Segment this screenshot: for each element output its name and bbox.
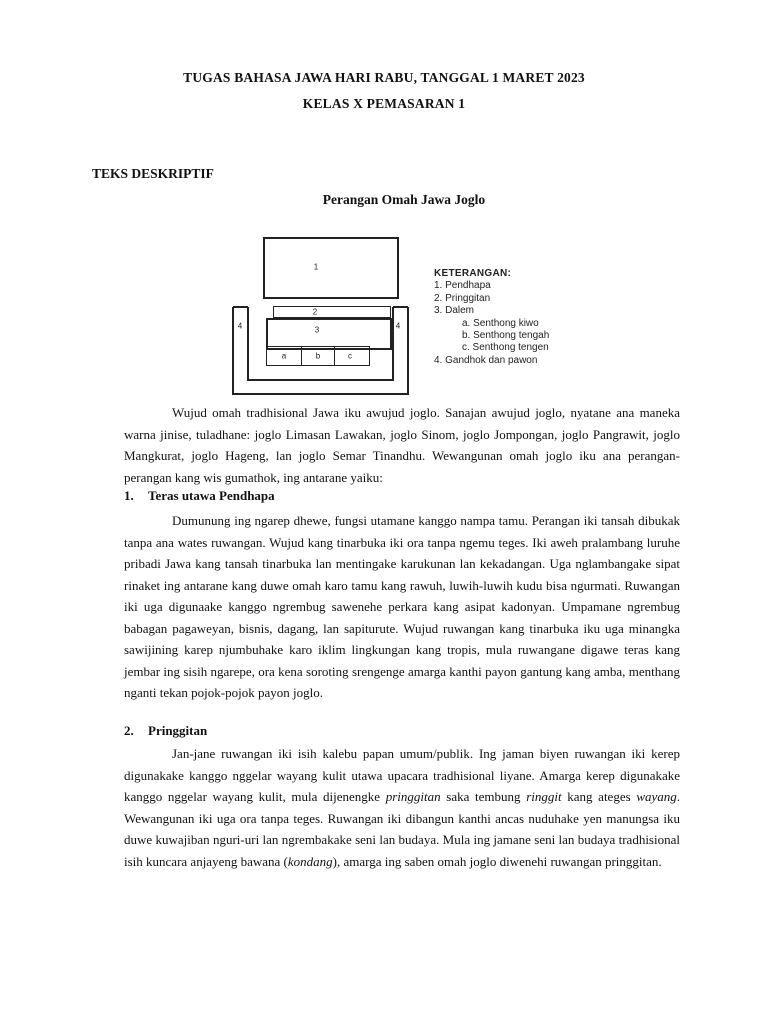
section-title: Teras utawa Pendhapa	[148, 488, 275, 503]
room-2-label: 2	[312, 307, 318, 317]
section-1-paragraph	[124, 510, 680, 704]
legend-item: 2. Pringgitan	[434, 292, 491, 304]
diagram-legend	[434, 268, 549, 367]
legend-item: b. Senthong tengah	[462, 330, 550, 342]
essay-title: Perangan Omah Jawa Joglo	[322, 192, 486, 207]
intro-paragraph	[124, 402, 680, 488]
text-run: kang ateges	[561, 789, 637, 804]
text-run: saka tembung	[440, 789, 527, 804]
document-title: TUGAS BAHASA JAWA HARI RABU, TANGGAL 1 MARET 2023	[183, 70, 585, 85]
section-title: Pringgitan	[148, 723, 208, 738]
section-2-heading	[124, 723, 207, 739]
room-a-label: a	[281, 351, 287, 361]
italic-term: pringgitan	[385, 789, 441, 804]
legend-heading: KETERANGAN:	[434, 268, 512, 279]
side-left-label: 4	[237, 321, 243, 331]
section-2-paragraph	[124, 743, 680, 872]
italic-term: kondang	[287, 853, 333, 869]
side-right-label: 4	[395, 321, 401, 331]
legend-item: 4. Gandhok dan pawon	[434, 354, 538, 366]
legend-item: 1. Pendhapa	[434, 280, 491, 292]
text-run: ), amarga ing saben omah joglo diwenehi ruwangan pringgitan.	[332, 853, 662, 869]
section-number: 1.	[124, 488, 134, 503]
room-1-label: 1	[313, 262, 319, 272]
class-title: KELAS X PEMASARAN 1	[302, 96, 466, 111]
room-b-label: b	[315, 351, 321, 361]
section-1-text: Dumunung ing ngarep dhewe, fungsi utamane kanggo nampa tamu. Perangan iki tansah dibukak tanpa ana wates ruwangan. Wujud kang tinarbuka iki ora tanpa ngemu teges. Iki aweh pralambang luruhe pribadi Jawa kang tansah tinarbuka lan mentingake karukunan lan kekadangan. Uga nglambangake sipat rinaket ing antarane kang duwe omah karo tamu kang rawuh, luwih-luwih kudu bisa ngurmati. Ruwangan iki uga digunaake kanggo ngrembug sawenehe perkara kang asipat kadonyan. Umpamane ngrembug babagan pagaweyan, bisnis, dagang, lan sapiturute. Wujud ruwangan kang tinarbuka iku uga minangka sawijining karep njumbuhake karo iklim lingkungan kang tropis, mula ruwangane digawe teras kang jembar ing sisih ngarepe, ora kena soroting srengenge amarga kanthi payon gantung kang amba, menthang nganti tekan pojok-pojok payon joglo.	[124, 513, 680, 700]
intro-text: Wujud omah tradhisional Jawa iku awujud joglo. Sanajan awujud joglo, nyatane ana maneka warna jinise, tuladhane: joglo Limasan Lawakan, joglo Sinom, joglo Jompongan, joglo Pangrawit, joglo Mangkurat, joglo Hageng, lan joglo Semar Tinandhu. Wewangunan omah joglo iku ana perangan-perangan kang wis gumathok, ing antarane yaiku:	[124, 405, 680, 485]
legend-item: 3. Dalem	[434, 305, 475, 317]
section-heading: TEKS DESKRIPTIF	[92, 166, 214, 181]
room-c-label: c	[348, 351, 352, 361]
italic-term: ringgit	[526, 789, 562, 804]
italic-term: wayang	[636, 789, 677, 804]
gandhok-pawon-outline	[228, 302, 418, 402]
legend-item: a. Senthong kiwo	[462, 317, 539, 329]
legend-item: c. Senthong tengen	[462, 342, 549, 354]
text-run: . Wewangunan iki uga ora tanpa teges. Ruwangan iki dibangun kanthi ancas nuduhake yen manungsa iku duwe kuwajiban nguri-uri lan ngrembakake seni lan budaya. Mula ing jamane seni lan budaya tradhisional isih kuncara anjayeng bawana (	[124, 789, 681, 869]
room-3-label: 3	[314, 325, 320, 335]
section-2-text	[124, 743, 680, 872]
room-1-pendhapa	[263, 237, 399, 299]
text-run: Jan-jane ruwangan iki isih kalebu papan umum/publik. Ing jaman biyen ruwangan iki kerep digunakake kanggo nggelar wayang kulit utawa upacara tradhisional liyane. Amarga kerep digunakake kanggo nggelar wayang kulit, mula dijenengke	[124, 746, 680, 804]
section-1-heading	[124, 488, 275, 504]
section-number: 2.	[124, 723, 134, 738]
